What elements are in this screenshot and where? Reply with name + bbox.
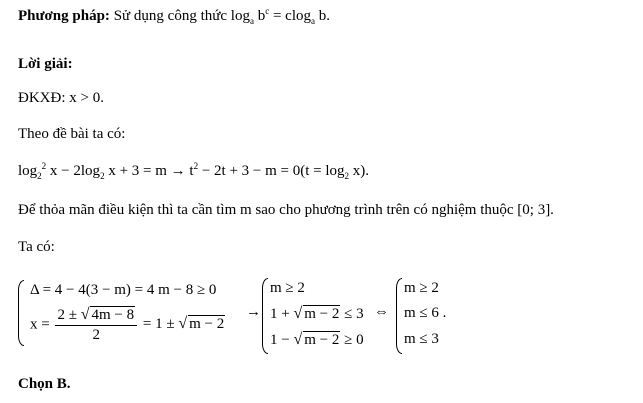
method-formula: $\log_a b^c = clog_a$ b [230,6,327,26]
method-text: Sử dụng công thức [113,8,228,24]
condition-text: Để thỏa mãn điều kiện thì ta cần tìm m sao cho phương trình trên có nghiệm thuộc [0; 3]. [18,202,554,218]
system-3-row-1: m ≥ 2 [404,280,439,296]
brace-2 [262,278,268,354]
system-3-row-3: m ≤ 3 [404,331,439,347]
system-3-row-2: m ≤ 6 . [404,305,447,321]
ta-co-text: Ta có: [18,239,55,255]
answer-choice: Chọn B. [18,376,71,392]
system-2-row-2: 1 + √ m − 2 ≤ 3 [270,305,364,322]
system-2-row-1: m ≥ 2 [270,280,305,296]
fraction: $\frac{2 \pm √ 4m - 8}{2}$ [55,306,137,344]
system-3 [396,276,476,356]
system-1-row-2: x = $\frac{2 \pm √ 4m - 8}{2}$ = 1 ± √ m − 2 [30,306,225,343]
given-text: Theo đề bài ta có: [18,126,126,142]
method-label: Phương pháp: [18,8,110,24]
brace-3 [396,278,402,354]
system-1-row-1: Δ = 4 − 4(3 − m) = 4 m − 8 ≥ 0 [30,282,217,298]
equation-line: $\log_2^2 x - 2\log_2$ $x + 3 = m \to t^2 - 2t + 3 - m = 0(t = \log_2 x)$. [18,161,370,181]
solution-heading: Lời giải: [18,56,73,72]
system-2-row-3: 1 − √ m − 2 ≥ 0 [270,331,364,348]
method-period: . [326,8,330,24]
method-line [18,8,330,25]
iff-symbol: ⇔ [374,304,389,320]
implies-arrow: → [246,304,261,320]
brace-1 [18,280,24,346]
system-1 [18,278,248,348]
domain-condition: ĐKXĐ: x > 0. [18,90,104,106]
system-2 [262,276,382,356]
